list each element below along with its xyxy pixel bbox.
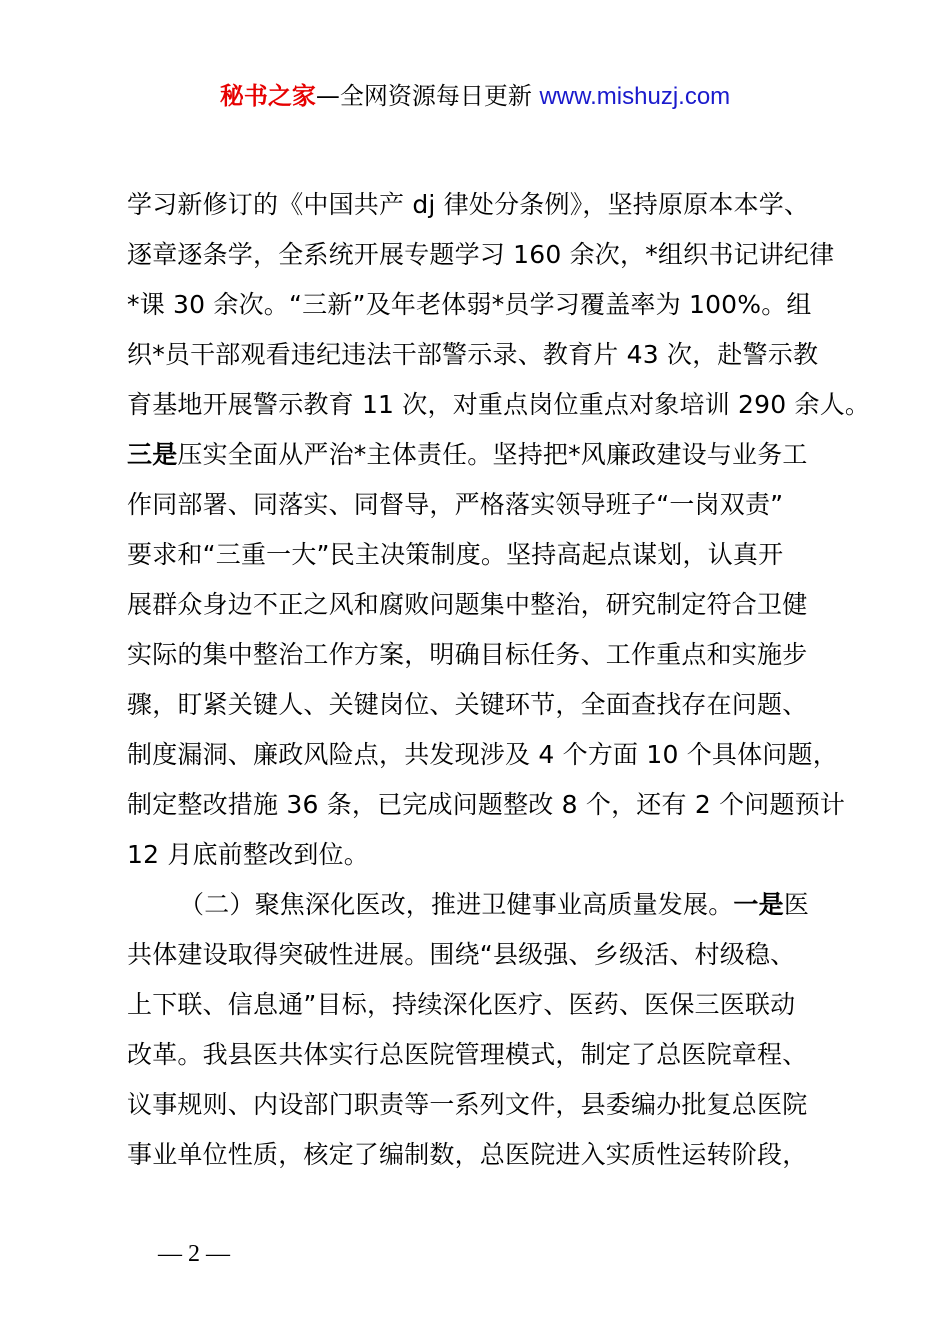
point-marker: 一是 (733, 890, 784, 919)
text-line: 作同部署、同落实、同督导，严格落实领导班子“一岗双责” (127, 490, 784, 519)
text-line: 改革。我县医共体实行总医院管理模式，制定了总医院章程、 (127, 1040, 808, 1069)
text-span: 压实全面从严治*主体责任。坚持把*风廉政建设与业务工 (177, 440, 808, 469)
text-line: 上下联、信息通”目标，持续深化医疗、医药、医保三医联动 (127, 990, 796, 1019)
text-line: 12 月底前整改到位。 (127, 840, 369, 869)
text-line (127, 430, 847, 480)
section-heading-line (127, 880, 847, 930)
text-line: 展群众身边不正之风和腐败问题集中整治，研究制定符合卫健 (127, 590, 808, 619)
text-line: 共体建设取得突破性进展。围绕“县级强、乡级活、村级稳、 (127, 940, 796, 969)
text-line: 事业单位性质，核定了编制数，总医院进入实质性运转阶段， (127, 1140, 808, 1169)
text-line: 逐章逐条学，全系统开展专题学习 160 余次，*组织书记讲纪律 (127, 240, 835, 269)
document-body (127, 180, 871, 1180)
text-line: 议事规则、内设部门职责等一系列文件，县委编办批复总医院 (127, 1090, 808, 1119)
text-line: 实际的集中整治工作方案，明确目标任务、工作重点和实施步 (127, 640, 808, 669)
site-banner (0, 80, 950, 113)
brand-name: 秘书之家 (219, 82, 316, 110)
text-line: 制度漏洞、廉政风险点，共发现涉及 4 个方面 10 个具体问题， (127, 740, 838, 769)
section-heading: （二）聚焦深化医改，推进卫健事业高质量发展。 (179, 890, 734, 919)
point-marker: 三是 (127, 440, 178, 469)
text-line: *课 30 余次。“三新”及年老体弱*员学习覆盖率为 100%。组 (127, 290, 812, 319)
text-line: 学习新修订的《中国共产 dj 律处分条例》，坚持原原本本学、 (127, 190, 810, 219)
text-line: 育基地开展警示教育 11 次，对重点岗位重点对象培训 290 余人。 (127, 390, 871, 419)
text-line: 织*员干部观看违纪违法干部警示录、教育片 43 次，赴警示教 (127, 340, 819, 369)
text-line: 制定整改措施 36 条，已完成问题整改 8 个，还有 2 个问题预计 (127, 790, 846, 819)
banner-tagline: —全网资源每日更新 (315, 82, 532, 110)
site-url-link[interactable]: www.mishuzj.com (539, 83, 731, 110)
text-span: 医 (783, 890, 810, 919)
text-line: 要求和“三重一大”民主决策制度。坚持高起点谋划，认真开 (127, 540, 784, 569)
text-line: 骤，盯紧关键人、关键岗位、关键环节，全面查找存在问题、 (127, 690, 808, 719)
page-number: — 2 — (158, 1241, 230, 1267)
